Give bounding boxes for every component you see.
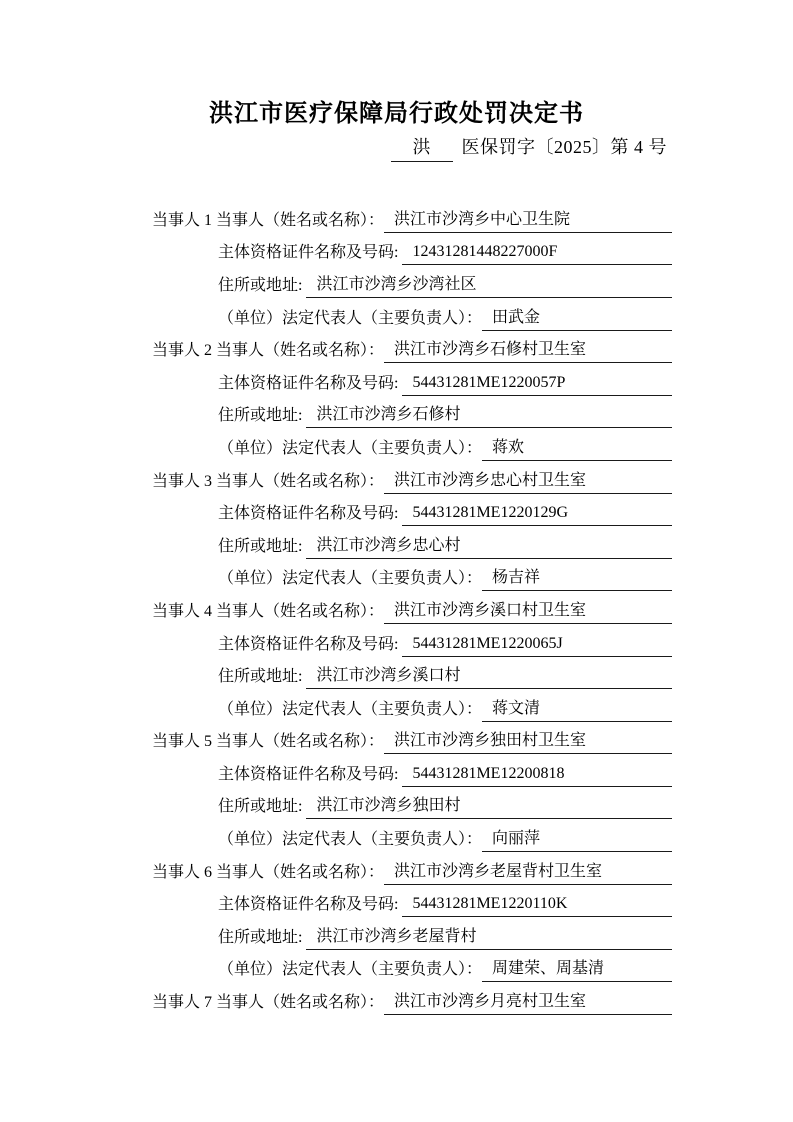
field-label-name: 当事人 5 当事人（姓名或名称）： [152,733,385,751]
field-underline-name [384,988,672,1015]
field-value-name: 洪江市沙湾乡忠心村卫生室 [394,471,587,489]
field-underline-legal-rep [482,564,672,591]
field-underline-cert [402,895,672,917]
field-underline-address [306,532,672,559]
field-underline-address [306,662,672,689]
field-label-address: 住所或地址: [218,928,307,946]
field-value-legal-rep: 蒋欢 [492,438,525,456]
field-label-address: 住所或地址: [218,798,307,816]
field-underline-address [306,271,672,298]
field-row-address [152,396,672,429]
field-label-cert: 主体资格证件名称及号码: [218,635,403,653]
field-label-address: 住所或地址: [218,407,307,425]
field-label-legal-rep: （单位）法定代表人（主要负责人）： [218,570,483,588]
field-underline-name [384,597,672,624]
field-underline-cert [402,635,672,657]
field-value-legal-rep: 杨吉祥 [492,569,541,587]
field-underline-cert [402,765,672,787]
field-row-address [152,657,672,690]
field-row-legal-rep [152,298,672,331]
field-value-cert: 54431281ME1220110K [412,895,568,913]
field-row-name [152,461,672,494]
field-row-address [152,526,672,559]
field-label-address: 住所或地址: [218,668,307,686]
field-value-name: 洪江市沙湾乡月亮村卫生室 [394,993,587,1011]
field-label-name: 当事人 1 当事人（姓名或名称）： [152,211,385,229]
party-block-1 [152,200,672,330]
field-row-legal-rep [152,950,672,983]
field-label-cert: 主体资格证件名称及号码: [218,505,403,523]
field-value-name: 洪江市沙湾乡溪口村卫生室 [394,601,587,619]
field-value-name: 洪江市沙湾乡石修村卫生室 [394,341,587,359]
parties [152,200,672,1015]
field-value-address: 洪江市沙湾乡独田村 [316,797,461,815]
field-label-name: 当事人 4 当事人（姓名或名称）： [152,602,385,620]
field-row-cert [152,494,672,527]
field-row-cert [152,233,672,266]
field-value-address: 洪江市沙湾乡沙湾社区 [316,275,477,293]
field-value-name: 洪江市沙湾乡老屋背村卫生室 [394,862,603,880]
field-underline-name [384,206,672,233]
field-row-legal-rep [152,428,672,461]
field-underline-legal-rep [482,825,672,852]
field-row-cert [152,363,672,396]
field-value-address: 洪江市沙湾乡忠心村 [316,536,461,554]
field-underline-address [306,792,672,819]
field-row-legal-rep [152,559,672,592]
field-underline-legal-rep [482,955,672,982]
field-value-cert: 54431281ME1220065J [412,634,563,652]
field-label-legal-rep: （单位）法定代表人（主要负责人）： [218,439,483,457]
field-row-address [152,917,672,950]
field-value-legal-rep: 周建荣、周基清 [492,960,605,978]
field-value-address: 洪江市沙湾乡石修村 [316,406,461,424]
field-underline-cert [402,504,672,526]
document-title: 洪江市医疗保障局行政处罚决定书 [209,99,584,127]
field-value-cert: 12431281448227000F [412,243,558,261]
field-label-address: 住所或地址: [218,537,307,555]
field-value-legal-rep: 田武金 [492,308,541,326]
field-label-legal-rep: （单位）法定代表人（主要负责人）： [218,831,483,849]
field-row-name [152,331,672,364]
field-value-legal-rep: 向丽萍 [492,830,541,848]
field-underline-address [306,401,672,428]
field-row-name [152,591,672,624]
party-block-5 [152,722,672,852]
field-row-name [152,722,672,755]
field-label-name: 当事人 3 当事人（姓名或名称）： [152,472,385,490]
field-row-cert [152,754,672,787]
field-value-address: 洪江市沙湾乡溪口村 [316,667,461,685]
field-underline-cert [402,243,672,265]
field-value-cert: 54431281ME12200818 [412,764,565,782]
field-label-legal-rep: （单位）法定代表人（主要负责人）： [218,700,483,718]
field-label-name: 当事人 7 当事人（姓名或名称）： [152,994,385,1012]
field-underline-address [306,923,672,950]
field-row-address [152,787,672,820]
party-block-4 [152,591,672,721]
field-label-cert: 主体资格证件名称及号码: [218,244,403,262]
field-underline-name [384,858,672,885]
doc-number-line [0,135,667,162]
field-row-cert [152,624,672,657]
field-row-name [152,982,672,1015]
field-row-legal-rep [152,819,672,852]
field-label-legal-rep: （单位）法定代表人（主要负责人）： [218,309,483,327]
field-underline-name [384,336,672,363]
field-value-address: 洪江市沙湾乡老屋背村 [316,927,477,945]
field-label-name: 当事人 6 当事人（姓名或名称）： [152,863,385,881]
field-underline-legal-rep [482,434,672,461]
field-row-name [152,200,672,233]
field-value-cert: 54431281ME1220057P [412,373,566,391]
field-value-cert: 54431281ME1220129G [412,504,569,522]
party-block-2 [152,331,672,461]
field-value-name: 洪江市沙湾乡独田村卫生室 [394,732,587,750]
field-underline-legal-rep [482,695,672,722]
party-block-7 [152,982,672,1015]
field-row-cert [152,885,672,918]
field-label-address: 住所或地址: [218,276,307,294]
field-value-legal-rep: 蒋文清 [492,699,541,717]
doc-number-region: 洪 [391,135,453,162]
party-block-3 [152,461,672,591]
field-underline-name [384,727,672,754]
field-row-legal-rep [152,689,672,722]
field-label-cert: 主体资格证件名称及号码: [218,374,403,392]
field-underline-cert [402,374,672,396]
field-label-cert: 主体资格证件名称及号码: [218,896,403,914]
field-label-cert: 主体资格证件名称及号码: [218,765,403,783]
field-label-name: 当事人 2 当事人（姓名或名称）： [152,342,385,360]
field-value-name: 洪江市沙湾乡中心卫生院 [394,210,571,228]
field-underline-legal-rep [482,304,672,331]
doc-number-text: 医保罚字〔2025〕第 4 号 [461,137,667,157]
field-label-legal-rep: （单位）法定代表人（主要负责人）： [218,961,483,979]
field-row-address [152,265,672,298]
party-block-6 [152,852,672,982]
field-row-name [152,852,672,885]
field-underline-name [384,467,672,494]
